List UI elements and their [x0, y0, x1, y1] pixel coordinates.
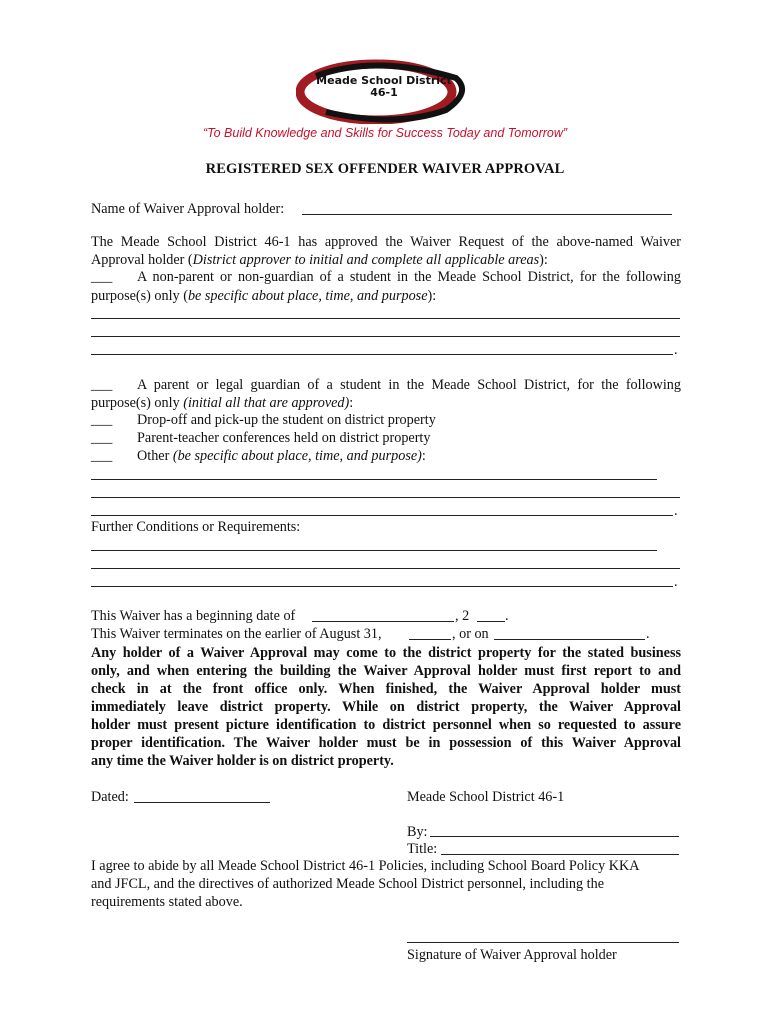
- agreement-line-3: requirements stated above.: [91, 894, 243, 910]
- holder-name-label: Name of Waiver Approval holder:: [91, 201, 285, 217]
- conditions-bold-line-2: only, and when entering the building the Waiver Approval holder must first report to and: [91, 663, 681, 679]
- logo-line-1: Meade School District: [316, 74, 452, 87]
- conditions-line-1[interactable]: [91, 550, 657, 551]
- non-parent-purpose-line-3[interactable]: [91, 354, 673, 355]
- conference-initial-blank[interactable]: ___: [91, 430, 113, 446]
- by-label: By:: [407, 824, 428, 840]
- tagline: “To Build Knowledge and Skills for Success Today and Tomorrow”: [202, 126, 568, 140]
- approval-text-line-1: The Meade School District 46-1 has approved the Waiver Request of the above-named Waiver: [91, 234, 681, 250]
- terminate-date-label: This Waiver terminates on the earlier of August 31,: [91, 626, 382, 642]
- conditions-bold-line-3: check in at the front office only. When finished, the Waiver Approval holder must: [91, 681, 681, 697]
- agreement-line-1: I agree to abide by all Meade School District 46-1 Policies, including School Board Policy KKA: [91, 858, 640, 874]
- approval-text-line-2: Approval holder (District approver to initial and complete all applicable areas):: [91, 252, 548, 268]
- terminate-date-field[interactable]: [494, 639, 645, 640]
- dated-label: Dated:: [91, 789, 129, 805]
- holder-signature-field[interactable]: [407, 942, 679, 943]
- further-conditions-label: Further Conditions or Requirements:: [91, 519, 301, 535]
- title-field[interactable]: [441, 854, 679, 855]
- other-option-label: Other (be specific about place, time, and purpose):: [137, 448, 426, 464]
- conditions-bold-line-5: holder must present picture identification to district personnel when so requested to assure: [91, 717, 681, 733]
- period-mark: .: [505, 608, 509, 624]
- other-purpose-line-3[interactable]: [91, 515, 673, 516]
- non-parent-text-line-1: A non-parent or non-guardian of a student in the Meade School District, for the following: [137, 269, 681, 285]
- dated-field[interactable]: [134, 802, 270, 803]
- begin-date-label: This Waiver has a beginning date of: [91, 608, 296, 624]
- period-mark: .: [674, 574, 678, 590]
- signature-label: Signature of Waiver Approval holder: [407, 947, 617, 963]
- begin-year-field[interactable]: [477, 621, 505, 622]
- other-purpose-line-2[interactable]: [91, 497, 680, 498]
- district-name: Meade School District 46-1: [407, 789, 565, 805]
- agreement-line-2: and JFCL, and the directives of authorized Meade School District personnel, including the: [91, 876, 604, 892]
- conditions-line-2[interactable]: [91, 568, 680, 569]
- begin-date-field[interactable]: [312, 621, 454, 622]
- period-mark: .: [674, 503, 678, 519]
- dropoff-option-label: Drop-off and pick-up the student on district property: [137, 412, 436, 428]
- holder-name-field[interactable]: [302, 214, 672, 215]
- by-signature-field[interactable]: [430, 836, 679, 837]
- conditions-line-3[interactable]: [91, 586, 673, 587]
- conference-option-label: Parent-teacher conferences held on district property: [137, 430, 431, 446]
- period-mark: .: [646, 626, 650, 642]
- logo-line-2: 46-1: [370, 86, 398, 99]
- non-parent-purpose-line-2[interactable]: [91, 336, 680, 337]
- parent-text-line-1: A parent or legal guardian of a student in the Meade School District, for the following: [137, 377, 681, 393]
- non-parent-initial-blank[interactable]: ___: [91, 269, 113, 285]
- district-logo: [296, 58, 472, 124]
- begin-year-prefix: , 2: [455, 608, 470, 624]
- conditions-bold-line-1: Any holder of a Waiver Approval may come to the district property for the stated business: [91, 645, 681, 661]
- page-title: REGISTERED SEX OFFENDER WAIVER APPROVAL: [205, 161, 565, 177]
- non-parent-text-line-2: purpose(s) only (be specific about place, time, and purpose):: [91, 288, 437, 304]
- conditions-bold-line-6: proper identification. The Waiver holder must be in possession of this Waiver Approval: [91, 735, 681, 751]
- period-mark: .: [674, 342, 678, 358]
- parent-text-line-2: purpose(s) only (initial all that are approved):: [91, 395, 354, 411]
- parent-initial-blank[interactable]: ___: [91, 377, 113, 393]
- conditions-bold-line-7: any time the Waiver holder is on district property.: [91, 753, 394, 769]
- non-parent-purpose-line-1[interactable]: [91, 318, 680, 319]
- dropoff-initial-blank[interactable]: ___: [91, 412, 113, 428]
- title-label: Title:: [407, 841, 438, 857]
- terminate-day-field[interactable]: [409, 639, 451, 640]
- terminate-or-on: , or on: [452, 626, 489, 642]
- other-purpose-line-1[interactable]: [91, 479, 657, 480]
- conditions-bold-line-4: immediately leave district property. While on district property, the Waiver Approval: [91, 699, 681, 715]
- other-initial-blank[interactable]: ___: [91, 448, 113, 464]
